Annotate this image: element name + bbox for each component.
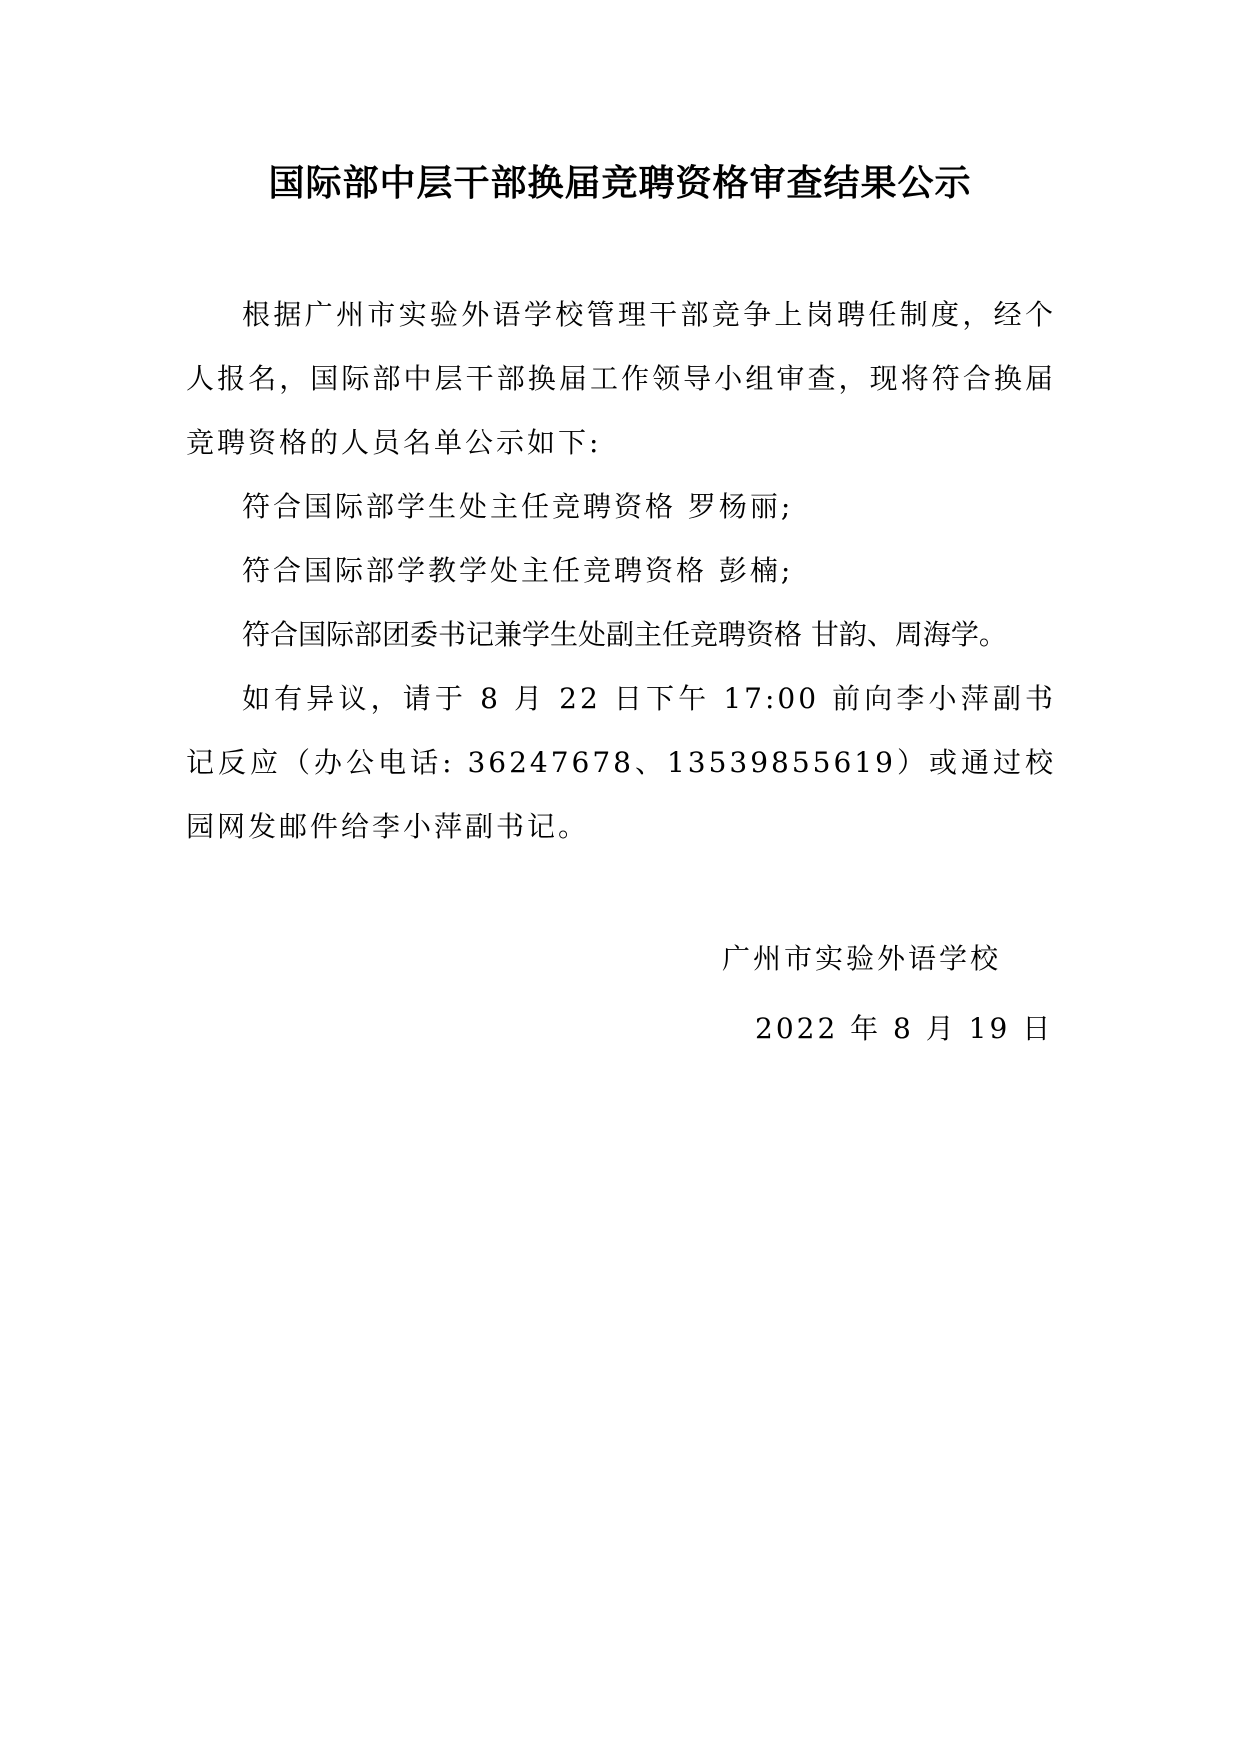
candidate-league-secretary: 符合国际部团委书记兼学生处副主任竞聘资格 甘韵、周海学。 xyxy=(242,618,1007,651)
candidate-student-affairs-director: 符合国际部学生处主任竞聘资格 罗杨丽; xyxy=(242,490,794,523)
document-title: 国际部中层干部换届竞聘资格审查结果公示 xyxy=(268,163,972,204)
candidate-teaching-affairs-director: 符合国际部学教学处主任竞聘资格 彭楠; xyxy=(242,554,794,587)
signature-organization: 广州市实验外语学校 xyxy=(722,942,1002,975)
document-body xyxy=(186,283,1056,859)
intro-paragraph: 根据广州市实验外语学校管理干部竞争上岗聘任制度，经个人报名，国际部中层干部换届工作领导小组审查，现将符合换届竞聘资格的人员名单公示如下: xyxy=(186,298,1056,459)
signature-date: 2022 年 8 月 19 日 xyxy=(755,1012,1054,1045)
objection-paragraph: 如有异议，请于 8 月 22 日下午 17:00 前向李小萍副书记反应（办公电话: 36247678、13539855619）或通过校园网发邮件给李小萍副书记。 xyxy=(186,682,1056,843)
